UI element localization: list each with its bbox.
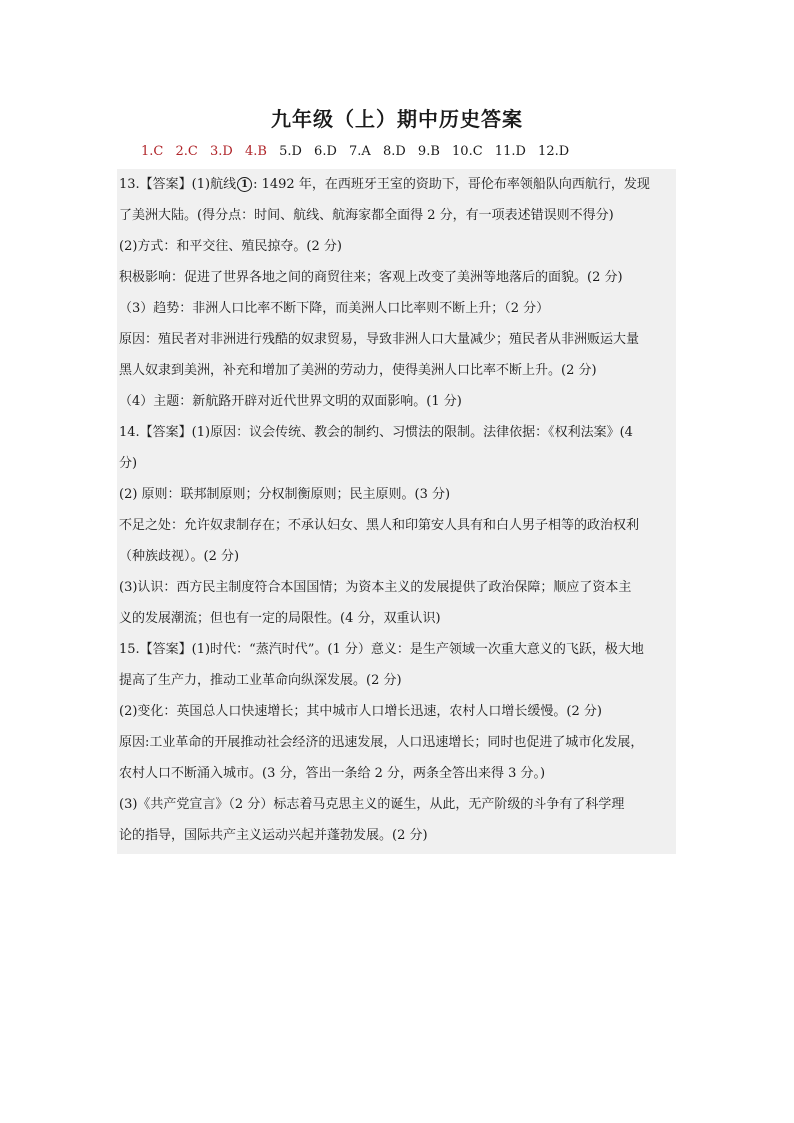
choice-answer: 5.D <box>279 144 302 159</box>
answer-line: 论的指导，国际共产主义运动兴起并蓬勃发展。(2 分) <box>119 828 428 843</box>
choice-answer: 10.C <box>452 144 483 159</box>
answer-line: (3)《共产党宣言》（2 分）标志着马克思主义的诞生，从此，无产阶级的斗争有了科学理 <box>119 797 625 812</box>
choice-answer: 9.B <box>417 144 440 159</box>
answer-line: 提高了生产力，推动工业革命向纵深发展。(2 分) <box>119 673 402 688</box>
choice-answer: 11.D <box>494 144 526 159</box>
answer-line: (2)方式：和平交往、殖民掠夺。(2 分) <box>119 239 342 254</box>
page-title: 九年级（上）期中历史答案 <box>271 107 523 131</box>
answer-line: 原因:工业革命的开展推动社会经济的迅速发展，人口迅速增长；同时也促进了城市化发展， <box>119 735 644 750</box>
answer-line: （4）主题：新航路开辟对近代世界文明的双面影响。(1 分) <box>119 394 462 409</box>
answer-line: 积极影响：促进了世界各地之间的商贸往来；客观上改变了美洲等地落后的面貌。(2 分) <box>119 270 623 285</box>
answer-block <box>117 169 676 854</box>
answer-line: 义的发展潮流；但也有一定的局限性。(4 分，双重认识) <box>119 611 441 626</box>
answer-line: (3)认识：西方民主制度符合本国国情；为资本主义的发展提供了政治保障；顺应了资本主 <box>119 580 632 595</box>
choice-answer: 7.A <box>349 144 371 159</box>
choice-answer: 2.C <box>175 144 198 159</box>
answer-line: 原因：殖民者对非洲进行残酷的奴隶贸易，导致非洲人口大量减少；殖民者从非洲贩运大量 <box>119 332 640 347</box>
answer-line: 了美洲大陆。(得分点：时间、航线、航海家都全面得 2 分，有一项表述错误则不得分) <box>119 208 614 223</box>
multiple-choice-answers <box>141 144 577 159</box>
answer-line: 农村人口不断涌入城市。(3 分，答出一条给 2 分，两条全答出来得 3 分。) <box>119 766 546 781</box>
choice-answer: 12.D <box>538 144 570 159</box>
answer-line: (2) 原则：联邦制原则；分权制衡原则；民主原则。(3 分) <box>119 487 451 502</box>
answer-line: （种族歧视）。(2 分) <box>119 549 240 564</box>
choice-answer: 8.D <box>382 144 406 159</box>
answer-line: 15.【答案】(1)时代：“蒸汽时代”。(1 分）意义：是生产领域一次重大意义的飞跃，极大地 <box>119 642 644 657</box>
answer-line <box>117 169 676 200</box>
answer-line: 分) <box>119 456 138 471</box>
choice-answer: 1.C <box>141 144 164 159</box>
answer-line: 14.【答案】(1)原因：议会传统、教会的制约、习惯法的限制。法律依据：《权利法案》(4 <box>119 425 633 440</box>
answer-line: 不足之处：允许奴隶制存在；不承认妇女、黑人和印第安人具有和白人男子相等的政治权利 <box>119 518 640 533</box>
answer-text: : 1492 年，在西班牙王室的资助下，哥伦布率领船队向西航行，发现 <box>253 177 650 192</box>
choice-answer: 4.B <box>244 144 267 159</box>
answer-line: 黑人奴隶到美洲，补充和增加了美洲的劳动力，使得美洲人口比率不断上升。(2 分) <box>119 363 597 378</box>
choice-answer: 6.D <box>314 144 337 159</box>
answer-text: 13.【答案】(1)航线 <box>119 177 237 192</box>
answer-line: （3）趋势：非洲人口比率不断下降，而美洲人口比率则不断上升；（2 分） <box>119 301 550 316</box>
circled-number-icon: 1 <box>237 177 252 192</box>
choice-answer: 3.D <box>210 144 233 159</box>
answer-line: (2)变化：英国总人口快速增长；其中城市人口增长迅速，农村人口增长缓慢。(2 分) <box>119 704 602 719</box>
